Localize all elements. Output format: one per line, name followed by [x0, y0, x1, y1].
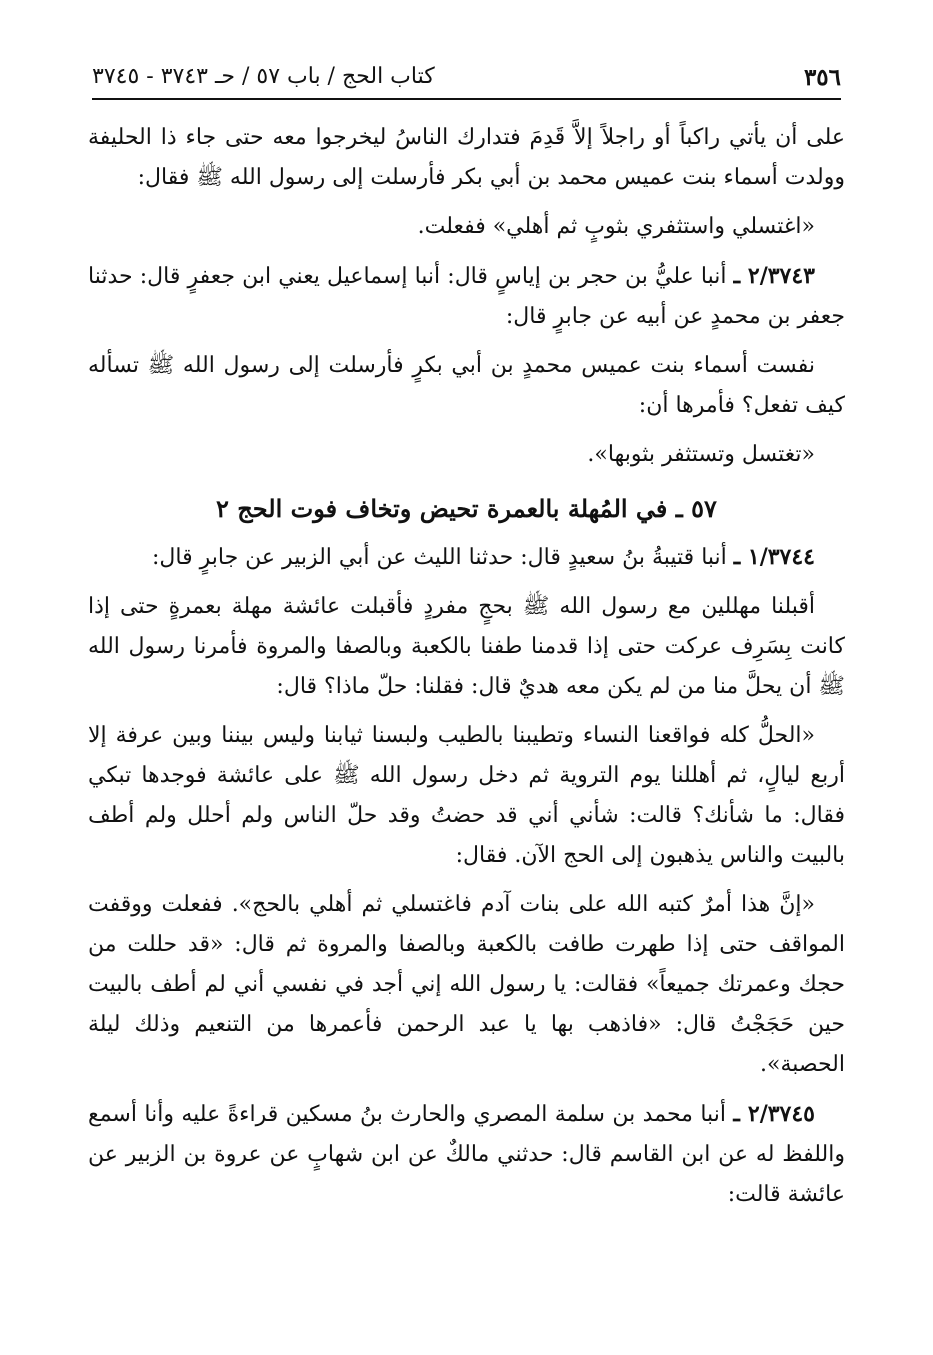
quote-paragraph: «اغتسلي واستثفري بثوبٍ ثم أهلي» ففعلت.: [417, 214, 815, 239]
quote-paragraph: «الحلُّ كله فواقعنا النساء وتطيبنا بالطيب ولبسنا ثيابنا وليس بيننا وبين عرفة إلا أربع ليالٍ، ثم أهللنا يوم التروية ثم دخل رسول الله ﷺ على عائشة فوجدها تبكي فقال: ما شأنك؟ قالت: شأني أني قد حضتُ وقد حلّ الناس ولم أحلل ولم أطف بالبيت والناس يذهبون إلى الحج الآن. فقال:: [88, 723, 845, 868]
quote-paragraph: «إنَّ هذا أمرٌ كتبه الله على بنات آدم فاغتسلي ثم أهلي بالحج». ففعلت ووقفت المواقف حتى إذا طهرت طافت بالكعبة وبالصفا والمروة ثم قال: «قد حللت من حجك وعمرتك جميعاً» فقالت: يا رسول الله إني أجد في نفسي أني لم أطف بالبيت حين حَجَجْتُ قال: «فاذهب بها يا عبد الرحمن فأعمرها من التنعيم وذلك ليلة الحصبة».: [88, 892, 845, 1077]
page-body: [88, 118, 845, 1224]
hadith-text: أنبا محمد بن سلمة المصري والحارث بنُ مسكين قراءةً عليه وأنا أسمع واللفظ له عن ابن القاسم قال: حدثني مالكٌ عن ابن شهابٍ عن عروة بن الزبير عن عائشة قالت:: [88, 1102, 845, 1207]
quote-paragraph: «تغتسل وتستثفر بثوبها».: [587, 442, 815, 467]
page-header: [92, 64, 841, 100]
chapter-heading: ٥٧ ـ في المُهلة بالعمرة تحيض وتخاف فوت الحج ٢: [216, 494, 717, 523]
hadith-3745: [88, 1094, 845, 1215]
hadith-3743: [88, 256, 845, 337]
hadith-number: ١/٣٧٤٤ ـ: [733, 544, 815, 570]
hadith-number: ٢/٣٧٤٣ ـ: [733, 263, 815, 289]
paragraph: أقبلنا مهللين مع رسول الله ﷺ بحجٍ مفردٍ فأقبلت عائشة مهلة بعمرةٍ حتى إذا كانت بِسَرِف عركت حتى إذا قدمنا طفنا بالكعبة وبالصفا والمروة فأمرنا رسول الله ﷺ أن يحلَّ منا من لم يكن معه هديٌ قال: فقلنا: حلّ ماذا؟ قال:: [88, 594, 845, 699]
paragraph: نفست أسماء بنت عميس محمدٍ بن أبي بكرٍ فأرسلت إلى رسول الله ﷺ تسأله كيف تفعل؟ فأمرها أن:: [88, 353, 845, 418]
paragraph-continuation: على أن يأتي راكباً أو راجلاً إلاَّ قَدِمَ فتدارك الناسُ ليخرجوا معه حتى جاء ذا الحليفة وولدت أسماء بنت عميس محمد بن أبي بكر فأرسلت إلى رسول الله ﷺ فقال:: [88, 125, 845, 190]
hadith-3744: [88, 537, 845, 578]
page-number: ٣٥٦: [803, 64, 841, 91]
running-title: كتاب الحج / باب ٥٧ / حـ ٣٧٤٣ - ٣٧٤٥: [92, 64, 435, 89]
hadith-text: أنبا عليُّ بن حجر بن إياسٍ قال: أنبا إسماعيل يعني ابن جعفرٍ قال: حدثنا جعفر بن محمدٍ عن أبيه عن جابرٍ قال:: [88, 264, 845, 329]
hadith-number: ٢/٣٧٤٥ ـ: [733, 1101, 815, 1127]
hadith-text: أنبا قتيبةُ بنُ سعيدٍ قال: حدثنا الليث عن أبي الزبير عن جابرٍ قال:: [152, 545, 734, 570]
